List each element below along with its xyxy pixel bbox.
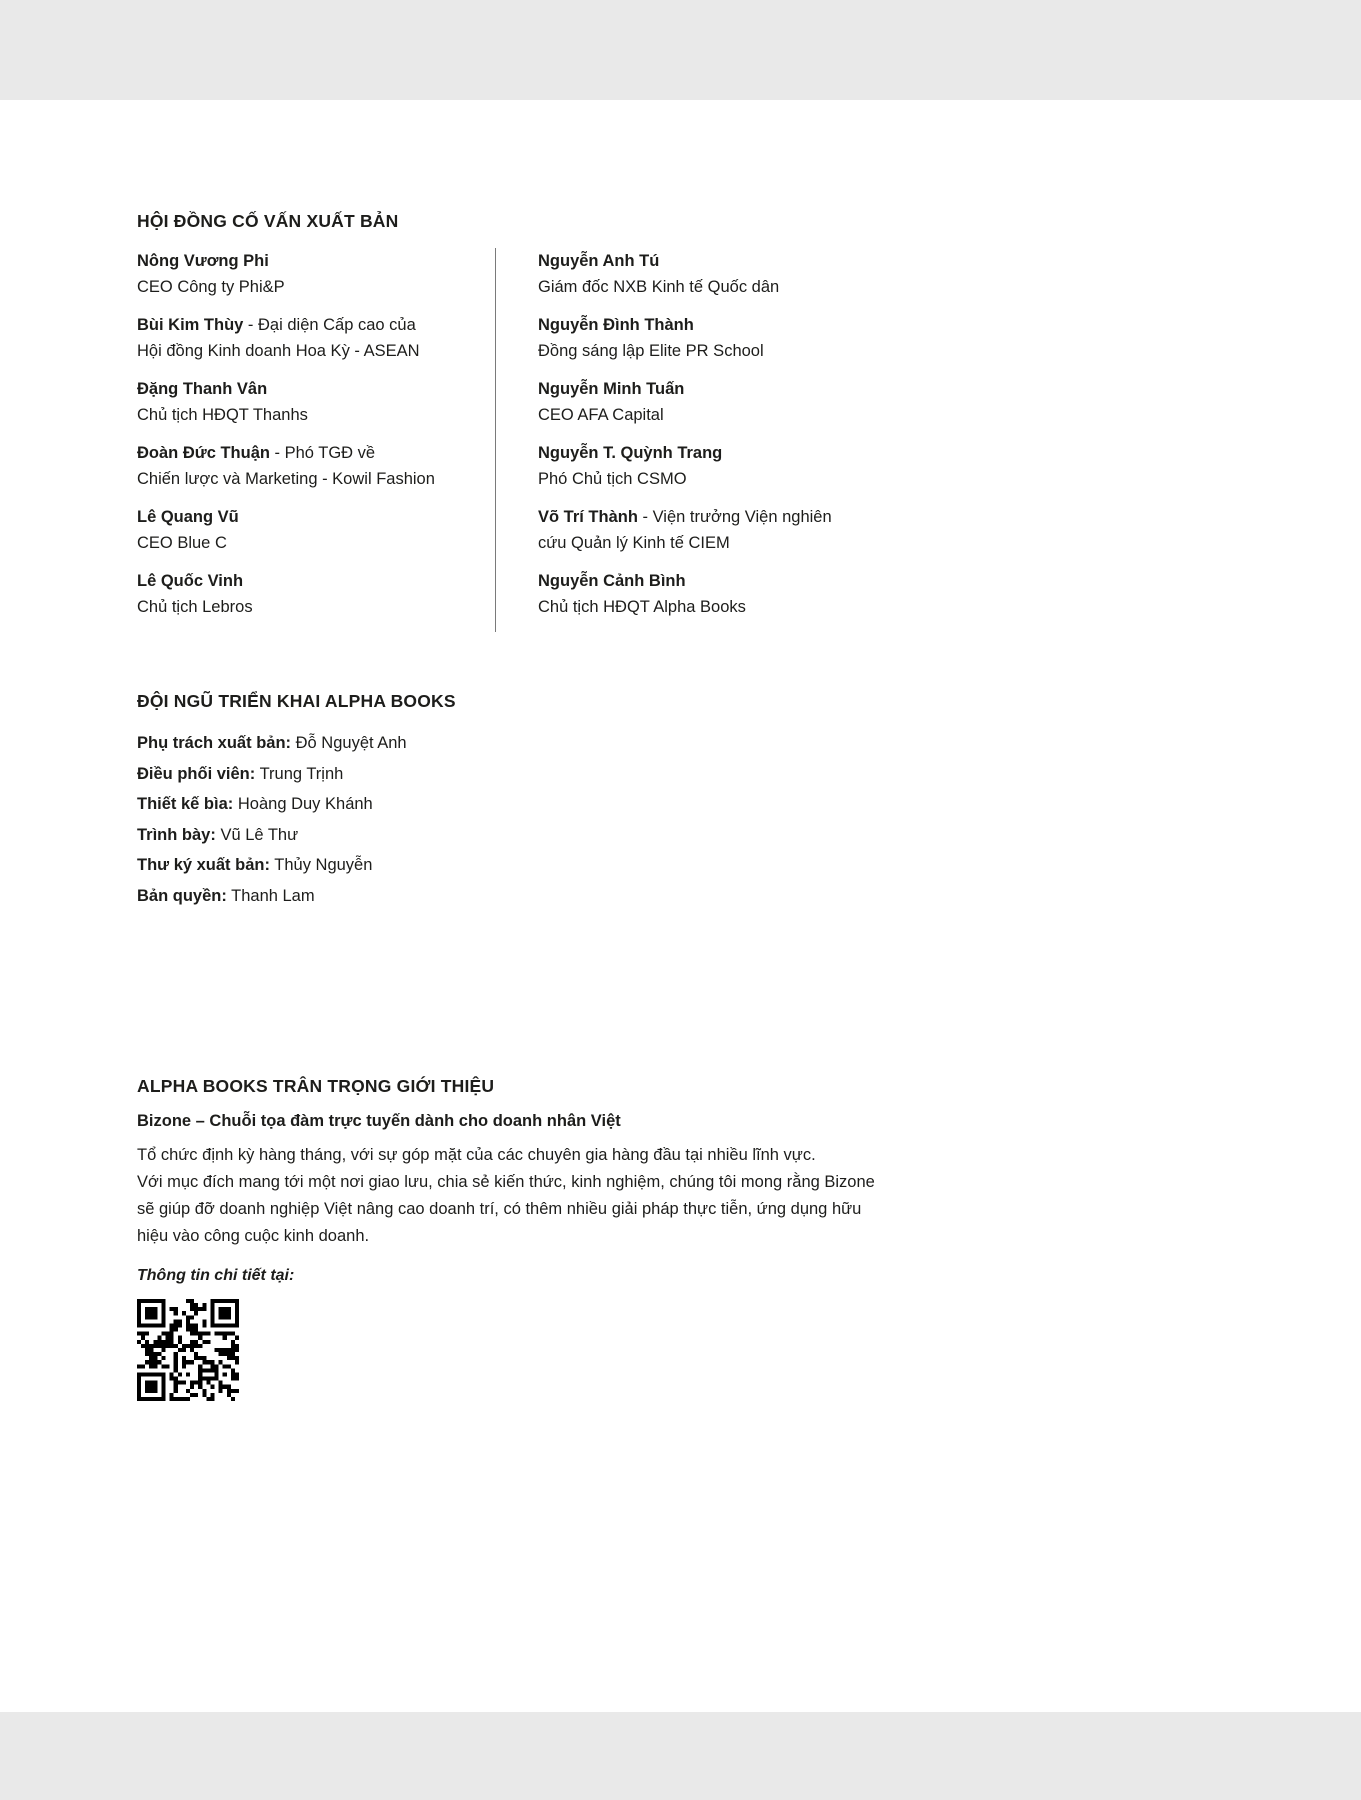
advisor-entry bbox=[538, 440, 1224, 492]
advisor-name-line bbox=[538, 248, 1224, 274]
team-role-label: Thiết kế bìa: bbox=[137, 795, 234, 813]
advisor-description: CEO Công ty Phi&P bbox=[137, 278, 285, 296]
advisor-entry bbox=[137, 376, 495, 428]
intro-heading: ALPHA BOOKS TRÂN TRỌNG GIỚI THIỆU bbox=[137, 1076, 495, 1096]
advisor-name-line bbox=[137, 504, 495, 530]
advisor-role-suffix: - Phó TGĐ về bbox=[269, 444, 376, 462]
team-member-line bbox=[137, 881, 1224, 912]
advisor-role-suffix: - Viện trưởng Viện nghiên bbox=[637, 508, 832, 526]
advisor-name: Lê Quang Vũ bbox=[137, 508, 239, 526]
advisor-description: Chiến lược và Marketing - Kowil Fashion bbox=[137, 470, 435, 488]
advisor-name: Nguyễn Đình Thành bbox=[538, 316, 694, 334]
advisor-name-line bbox=[137, 440, 495, 466]
advisor-role-suffix: - Đại diện Cấp cao của bbox=[243, 316, 416, 334]
team-member-name: Thanh Lam bbox=[231, 886, 315, 905]
team-member-name: Hoàng Duy Khánh bbox=[237, 795, 373, 813]
team-member-line bbox=[137, 850, 1224, 881]
advisor-description: Chủ tịch Lebros bbox=[137, 598, 253, 616]
team-role-label: Phụ trách xuất bản: bbox=[137, 734, 292, 752]
team-heading: ĐỘI NGŨ TRIỂN KHAI ALPHA BOOKS bbox=[137, 691, 456, 711]
team-role-label: Trình bày: bbox=[137, 825, 216, 844]
advisor-description: Hội đồng Kinh doanh Hoa Kỳ - ASEAN bbox=[137, 342, 420, 360]
advisor-description: Chủ tịch HĐQT Alpha Books bbox=[538, 598, 746, 616]
advisor-name: Nguyễn T. Quỳnh Trang bbox=[538, 444, 723, 462]
bottom-gray-band bbox=[0, 1712, 1361, 1800]
advisor-name: Nông Vương Phi bbox=[137, 252, 269, 270]
advisory-column-left bbox=[137, 248, 495, 632]
team-member-line bbox=[137, 759, 1224, 790]
advisor-name: Võ Trí Thành bbox=[538, 508, 638, 526]
qr-caption: Thông tin chi tiết tại: bbox=[137, 1267, 295, 1284]
advisor-entry bbox=[137, 248, 495, 300]
team-role-label: Điều phối viên: bbox=[137, 764, 256, 783]
advisory-board-columns bbox=[137, 248, 1224, 632]
advisor-entry bbox=[538, 568, 1224, 620]
advisor-entry bbox=[538, 504, 1224, 556]
advisor-description: CEO Blue C bbox=[137, 534, 227, 552]
advisor-description: cứu Quản lý Kinh tế CIEM bbox=[538, 534, 730, 552]
advisor-description: Đồng sáng lập Elite PR School bbox=[538, 342, 764, 360]
advisor-name-line bbox=[538, 568, 1224, 594]
advisor-name-line bbox=[137, 376, 495, 402]
advisor-name-line bbox=[538, 376, 1224, 402]
intro-paragraph-line1: Tổ chức định kỳ hàng tháng, với sự góp mặt của các chuyên gia hàng đầu tại nhiều lĩnh vực. bbox=[137, 1146, 816, 1164]
advisory-column-right bbox=[495, 248, 1224, 632]
qr-code-image bbox=[137, 1299, 239, 1401]
advisor-description: Chủ tịch HĐQT Thanhs bbox=[137, 406, 308, 424]
advisor-name: Nguyễn Cảnh Bình bbox=[538, 572, 686, 590]
team-member-name: Thủy Nguyễn bbox=[274, 856, 373, 874]
advisor-description: Phó Chủ tịch CSMO bbox=[538, 470, 687, 488]
advisor-name-line bbox=[538, 440, 1224, 466]
advisor-entry bbox=[137, 568, 495, 620]
team-list bbox=[137, 728, 1224, 911]
advisor-name-line bbox=[137, 568, 495, 594]
advisor-entry bbox=[137, 312, 495, 364]
advisor-description: CEO AFA Capital bbox=[538, 406, 664, 424]
team-member-name: Đỗ Nguyệt Anh bbox=[295, 734, 407, 752]
advisor-name: Lê Quốc Vinh bbox=[137, 572, 244, 590]
advisory-board-heading: HỘI ĐỒNG CỐ VẤN XUẤT BẢN bbox=[137, 211, 399, 231]
advisor-name-line bbox=[137, 248, 495, 274]
advisor-name-line bbox=[538, 504, 1224, 530]
team-member-line bbox=[137, 820, 1224, 851]
advisor-entry bbox=[538, 312, 1224, 364]
advisor-name-line bbox=[538, 312, 1224, 338]
advisor-name: Đặng Thanh Vân bbox=[137, 380, 268, 398]
advisor-entry bbox=[538, 376, 1224, 428]
advisor-entry bbox=[538, 248, 1224, 300]
intro-paragraph-rest: Với mục đích mang tới một nơi giao lưu, chia sẻ kiến thức, kinh nghiệm, chúng tôi mong rằng Bizone sẽ giúp đỡ doanh nghiệp Việt nâng cao doanh trí, có thêm nhiều giải pháp thực tiễn, ứng dụng hữu hiệu vào công cuộc kinh doanh. bbox=[137, 1173, 875, 1245]
advisor-name: Bùi Kim Thùy bbox=[137, 316, 244, 334]
advisor-name: Đoàn Đức Thuận bbox=[137, 444, 270, 462]
team-role-label: Bản quyền: bbox=[137, 886, 227, 905]
top-gray-band bbox=[0, 0, 1361, 100]
advisor-name: Nguyễn Minh Tuấn bbox=[538, 380, 685, 398]
advisor-entry bbox=[137, 504, 495, 556]
intro-paragraph bbox=[137, 1142, 887, 1250]
advisor-name-line bbox=[137, 312, 495, 338]
team-role-label: Thư ký xuất bản: bbox=[137, 856, 270, 874]
team-member-line bbox=[137, 728, 1224, 759]
page-content bbox=[137, 100, 1224, 1401]
advisor-description: Giám đốc NXB Kinh tế Quốc dân bbox=[538, 278, 780, 296]
qr-code bbox=[137, 1299, 239, 1401]
team-member-name: Trung Trịnh bbox=[259, 764, 344, 783]
advisor-entry bbox=[137, 440, 495, 492]
advisor-name: Nguyễn Anh Tú bbox=[538, 252, 660, 270]
team-member-name: Vũ Lê Thư bbox=[220, 825, 299, 844]
team-member-line bbox=[137, 789, 1224, 820]
bizone-subheading: Bizone – Chuỗi tọa đàm trực tuyến dành cho doanh nhân Việt bbox=[137, 1112, 621, 1130]
